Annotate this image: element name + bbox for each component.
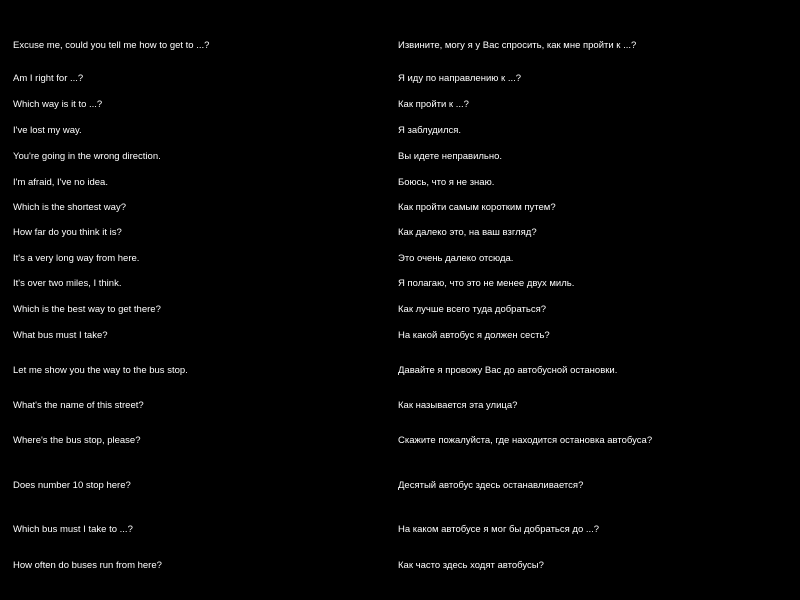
phrase-row — [0, 433, 800, 449]
english-phrase: How often do buses run from here? — [13, 560, 162, 571]
english-phrase: Which is the best way to get there? — [13, 304, 161, 315]
russian-translation: Я полагаю, что это не менее двух миль. — [398, 278, 575, 289]
phrase-row — [0, 302, 800, 318]
russian-translation: Как далеко это, на ваш взгляд? — [398, 227, 537, 238]
english-phrase: What bus must I take? — [13, 330, 108, 341]
english-phrase: I'm afraid, I've no idea. — [13, 177, 108, 188]
russian-translation: На какой автобус я должен сесть? — [398, 330, 550, 341]
english-phrase: It's over two miles, I think. — [13, 278, 122, 289]
english-phrase: You're going in the wrong direction. — [13, 151, 161, 162]
english-phrase: Let me show you the way to the bus stop. — [13, 365, 188, 376]
phrase-row — [0, 149, 800, 165]
russian-translation: Давайте я провожу Вас до автобусной остановки. — [398, 365, 618, 376]
russian-translation: Вы идете неправильно. — [398, 151, 503, 162]
russian-translation: Боюсь, что я не знаю. — [398, 177, 495, 188]
english-phrase: Which bus must I take to ...? — [13, 524, 133, 535]
phrase-row — [0, 328, 800, 344]
english-phrase: Am I right for ...? — [13, 73, 84, 84]
russian-translation: На каком автобусе я мог бы добраться до ...? — [398, 524, 600, 535]
phrase-row — [0, 200, 800, 216]
phrase-row — [0, 225, 800, 241]
english-phrase: Which is the shortest way? — [13, 202, 126, 213]
english-phrase: How far do you think it is? — [13, 227, 122, 238]
phrase-row — [0, 251, 800, 267]
russian-translation: Как называется эта улица? — [398, 400, 518, 411]
phrase-row — [0, 71, 800, 87]
phrase-row — [0, 123, 800, 139]
russian-translation: Извините, могу я у Вас спросить, как мне пройти к ...? — [398, 40, 637, 51]
russian-translation: Я заблудился. — [398, 125, 462, 136]
phrase-row — [0, 175, 800, 191]
russian-translation: Я иду по направлению к ...? — [398, 73, 522, 84]
english-phrase: Which way is it to ...? — [13, 99, 103, 110]
phrase-row — [0, 522, 800, 538]
phrase-row — [0, 478, 800, 494]
english-phrase: What's the name of this street? — [13, 400, 144, 411]
phrase-row — [0, 398, 800, 414]
russian-translation: Как пройти самым коротким путем? — [398, 202, 556, 213]
phrase-row — [0, 558, 800, 574]
phrase-row — [0, 276, 800, 292]
russian-translation: Это очень далеко отсюда. — [398, 253, 514, 264]
english-phrase: I've lost my way. — [13, 125, 82, 136]
russian-translation: Как лучше всего туда добраться? — [398, 304, 547, 315]
phrase-row — [0, 97, 800, 113]
phrase-row — [0, 38, 800, 54]
russian-translation: Десятый автобус здесь останавливается? — [398, 480, 584, 491]
english-phrase: It's a very long way from here. — [13, 253, 140, 264]
russian-translation: Как пройти к ...? — [398, 99, 469, 110]
russian-translation: Как часто здесь ходят автобусы? — [398, 560, 544, 571]
english-phrase: Excuse me, could you tell me how to get to ...? — [13, 40, 210, 51]
phrase-row — [0, 363, 800, 379]
english-phrase: Where's the bus stop, please? — [13, 435, 141, 446]
russian-translation: Скажите пожалуйста, где находится остановка автобуса? — [398, 435, 653, 446]
english-phrase: Does number 10 stop here? — [13, 480, 131, 491]
